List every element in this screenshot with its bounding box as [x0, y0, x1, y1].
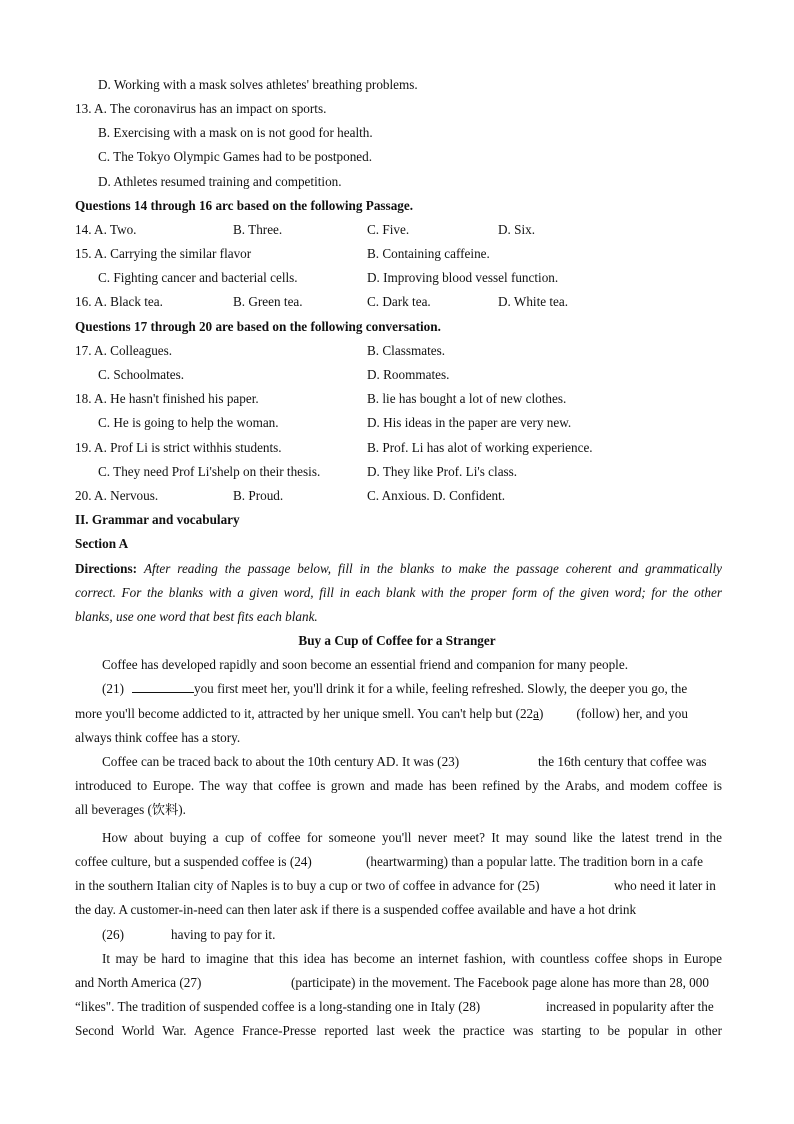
- q16-option-a: 16. A. Black tea.: [75, 294, 163, 309]
- paragraph-5-line-2b: (participate) in the movement. The Facebook page alone has more than 28, 000: [291, 975, 709, 990]
- q15-option-c: C. Fighting cancer and bacterial cells.: [98, 270, 298, 285]
- group-heading-14-16: Questions 14 through 16 arc based on the following Passage.: [75, 198, 414, 213]
- section-title: Section A: [75, 536, 129, 551]
- paragraph-2-line-3: always think coffee has a story.: [75, 730, 241, 745]
- q20-option-a: 20. A. Nervous.: [75, 488, 159, 503]
- paragraph-3-line-3: all beverages (饮料).: [75, 802, 186, 817]
- q15-option-b: B. Containing caffeine.: [367, 246, 490, 261]
- paragraph-1: Coffee has developed rapidly and soon become an essential friend and companion for many people.: [102, 657, 628, 672]
- paragraph-3-line-2: introduced to Europe. The way that coffee is grown and made has been refined by the Arabs, and modem coffee is: [75, 778, 722, 793]
- q18-option-c: C. He is going to help the woman.: [98, 415, 279, 430]
- paragraph-4-line-4: the day. A customer-in-need can then later ask if there is a suspended coffee available and have a hot drink: [75, 902, 637, 917]
- q14-option-a: 14. A. Two.: [75, 222, 137, 237]
- paragraph-5-line-3a: “likes". The tradition of suspended coffee is a long-standing one in Italy (28): [75, 999, 481, 1014]
- blank-21[interactable]: [132, 681, 194, 693]
- directions-text-1: After reading the passage below, fill in the blanks to make the passage coherent and grammatically: [143, 561, 723, 576]
- q19-option-c: C. They need Prof Li'shelp on their thesis.: [98, 464, 321, 479]
- q16-option-c: C. Dark tea.: [367, 294, 431, 309]
- q17-option-a: 17. A. Colleagues.: [75, 343, 173, 358]
- paragraph-4-line-2b: (heartwarming) than a popular latte. The tradition born in a cafe: [366, 854, 704, 869]
- directions-line-2: correct. For the blanks with a given word, fill in each blank with the proper form of the given word; for the other: [75, 585, 722, 600]
- directions-line-3: blanks, use one word that best fits each blank.: [75, 609, 318, 624]
- paragraph-4-line-3b: who need it later in: [614, 878, 716, 893]
- paragraph-2-line-1: [102, 681, 687, 697]
- paragraph-4-line-5a: (26): [102, 927, 124, 942]
- q17-option-b: B. Classmates.: [367, 343, 446, 358]
- q12-option-d: D. Working with a mask solves athletes' breathing problems.: [98, 77, 418, 92]
- q13-option-d: D. Athletes resumed training and competition.: [98, 174, 342, 189]
- q18-option-b: B. lie has bought a lot of new clothes.: [367, 391, 567, 406]
- q18-option-d: D. His ideas in the paper are very new.: [367, 415, 572, 430]
- paragraph-4-line-2a: coffee culture, but a suspended coffee is (24): [75, 854, 312, 869]
- paragraph-4-line-3a: in the southern Italian city of Naples is to buy a cup or two of coffee in advance for (25): [75, 878, 540, 893]
- q17-option-d: D. Roommates.: [367, 367, 450, 382]
- q14-option-b: B. Three.: [233, 222, 283, 237]
- paragraph-2-text-2a: more you'll become addicted to it, attracted by her unique smell. You can't help but (22: [75, 706, 534, 721]
- paragraph-2-text-1: you first meet her, you'll drink it for a while, feeling refreshed. Slowly, the deeper you go, the: [193, 681, 688, 696]
- part-title: II. Grammar and vocabulary: [75, 512, 240, 527]
- q18-option-a: 18. A. He hasn't finished his paper.: [75, 391, 259, 406]
- q16-option-d: D. White tea.: [498, 294, 569, 309]
- paragraph-5-line-3b: increased in popularity after the: [546, 999, 714, 1014]
- q15-option-a: 15. A. Carrying the similar flavor: [75, 246, 252, 261]
- q13-option-b: B. Exercising with a mask on is not good for health.: [98, 125, 373, 140]
- paragraph-5-line-1: It may be hard to imagine that this idea has become an internet fashion, with countless coffee shops in Europe: [102, 951, 722, 966]
- q14-option-c: C. Five.: [367, 222, 410, 237]
- paragraph-3-line-1b: the 16th century that coffee was: [538, 754, 707, 769]
- blank-21-number: (21): [102, 681, 124, 696]
- directions-line-1: [75, 561, 722, 577]
- group-heading-17-20: Questions 17 through 20 are based on the following conversation.: [75, 319, 441, 334]
- directions-label: Directions:: [75, 561, 138, 576]
- q13-option-c: C. The Tokyo Olympic Games had to be postponed.: [98, 149, 373, 164]
- paragraph-4-line-1: How about buying a cup of coffee for someone you'll never meet? It may sound like the latest trend in the: [102, 830, 722, 845]
- q17-option-c: C. Schoolmates.: [98, 367, 185, 382]
- paragraph-2-text-2u: a: [533, 706, 540, 721]
- q13-option-a: 13. A. The coronavirus has an impact on sports.: [75, 101, 327, 116]
- q20-option-b: B. Proud.: [233, 488, 284, 503]
- paragraph-3-line-1a: Coffee can be traced back to about the 10th century AD. It was (23): [102, 754, 460, 769]
- q19-option-d: D. They like Prof. Li's class.: [367, 464, 518, 479]
- paragraph-2-text-2b: ) (follow) her, and you: [539, 706, 688, 721]
- paragraph-5-line-4: Second World War. Agence France-Presse reported last week the practice was starting to be popular in other: [75, 1023, 722, 1038]
- q15-option-d: D. Improving blood vessel function.: [367, 270, 559, 285]
- q16-option-b: B. Green tea.: [233, 294, 303, 309]
- q19-option-b: B. Prof. Li has alot of working experience.: [367, 440, 593, 455]
- paragraph-5-line-2a: and North America (27): [75, 975, 202, 990]
- paragraph-2-line-2: [75, 706, 688, 722]
- q19-option-a: 19. A. Prof Li is strict withhis students.: [75, 440, 282, 455]
- paragraph-4-line-5b: having to pay for it.: [171, 927, 276, 942]
- q14-option-d: D. Six.: [498, 222, 536, 237]
- q20-option-cd: C. Anxious. D. Confident.: [367, 488, 506, 503]
- passage-title: Buy a Cup of Coffee for a Stranger: [298, 633, 496, 648]
